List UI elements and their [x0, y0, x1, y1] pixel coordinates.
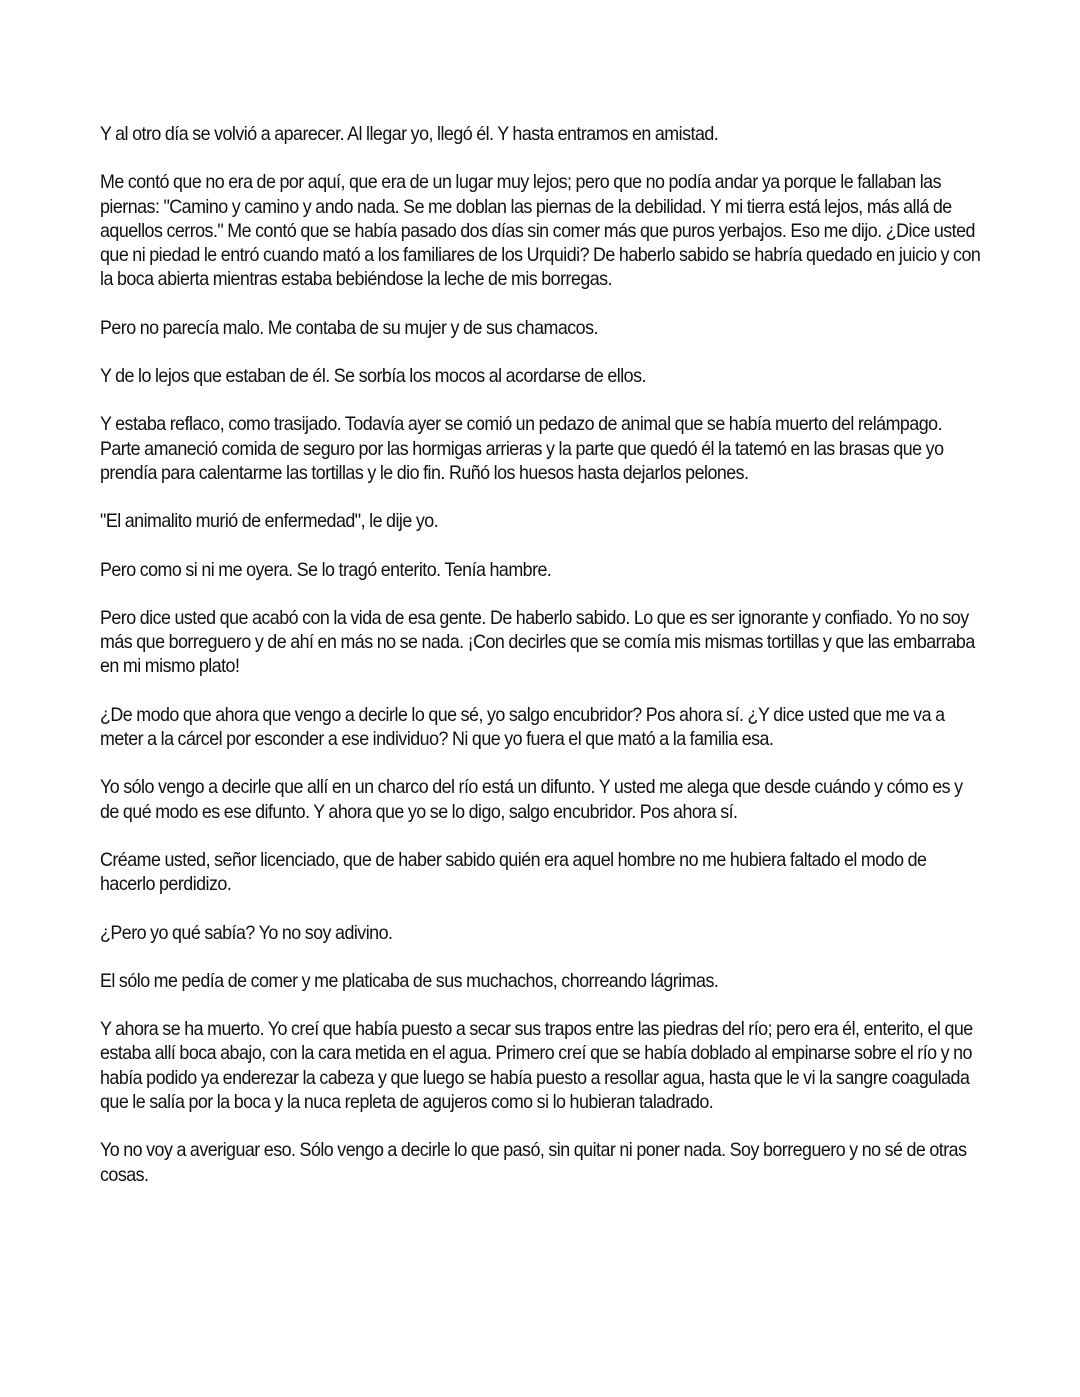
paragraph-5: Y estaba reflaco, como trasijado. Todavía ayer se comió un pedazo de animal que se había muerto del relámpago. Parte amaneció comida de seguro por las hormigas arrieras y la parte que quedó él la tatemó en las brasas que yo prendía para calentarme las tortillas y le dio fin. Ruñó los huesos hasta dejarlos pelones.: [100, 414, 944, 484]
paragraph-14: Y ahora se ha muerto. Yo creí que había puesto a secar sus trapos entre las piedras del río; pero era él, enterito, el que estaba allí boca abajo, con la cara metida en el agua. Primero creí que se había doblado al empinarse sobre el río y no había podido ya enderezar la cabeza y que luego se había puesto a resollar agua, hasta que le vi la sangre coagulada que le salía por la boca y la nuca repleta de agujeros como si lo hubieran taladrado.: [100, 1019, 973, 1114]
paragraph-1: Y al otro día se volvió a aparecer. Al llegar yo, llegó él. Y hasta entramos en amistad.: [100, 124, 719, 145]
paragraph-2: Me contó que no era de por aquí, que era de un lugar muy lejos; pero que no podía andar ya porque le fallaban las piernas: "Camino y camino y ando nada. Se me doblan las piernas de la debilidad. Y mi tierra está lejos, más allá de aquellos cerros." Me contó que se había pasado dos días sin comer más que puros yerbajos. Eso me dijo. ¿Dice usted que ni piedad le entró cuando mató a los familiares de los Urquidi? De haberlo sabido se habría quedado en juicio y con la boca abierta mientras estaba bebiéndose la leche de mis borregas.: [100, 172, 981, 291]
paragraph-4: Y de lo lejos que estaban de él. Se sorbía los mocos al acordarse de ellos.: [100, 366, 646, 388]
paragraph-8: Pero dice usted que acabó con la vida de esa gente. De haberlo sabido. Lo que es ser ignorante y confiado. Yo no soy más que borreguero y de ahí en más no se nada. ¡Con decirles que se comía mis mismas tortillas y que las embarraba en mi mismo plato!: [100, 607, 975, 678]
paragraph-10: Yo sólo vengo a decirle que allí en un charco del río está un difunto. Y usted me alega que desde cuándo y cómo es y de qué modo es ese difunto. Y ahora que yo se lo digo, salgo encubridor. Pos ahora sí.: [100, 777, 963, 823]
paragraph-9: ¿De modo que ahora que vengo a decirle lo que sé, yo salgo encubridor? Pos ahora sí. ¿Y dice usted que me va a meter a la cárcel por esconder a ese individuo? Ni que yo fuera el que mató a la familia esa.: [100, 704, 945, 751]
paragraph-7: Pero como si ni me oyera. Se lo tragó enterito. Tenía hambre.: [100, 559, 552, 581]
paragraph-12: ¿Pero yo qué sabía? Yo no soy adivino.: [100, 922, 393, 944]
document-body: [100, 123, 982, 1212]
paragraph-15: Yo no voy a averiguar eso. Sólo vengo a decirle lo que pasó, sin quitar ni poner nada. Soy borreguero y no sé de otras cosas.: [100, 1140, 967, 1186]
paragraph-3: Pero no parecía malo. Me contaba de su mujer y de sus chamacos.: [100, 317, 598, 339]
paragraph-11: Créame usted, señor licenciado, que de haber sabido quién era aquel hombre no me hubiera faltado el modo de hacerlo perdidizo.: [100, 849, 927, 896]
paragraph-6: "El animalito murió de enfermedad", le dije yo.: [100, 511, 439, 533]
paragraph-13: El sólo me pedía de comer y me platicaba de sus muchachos, chorreando lágrimas.: [100, 970, 719, 992]
